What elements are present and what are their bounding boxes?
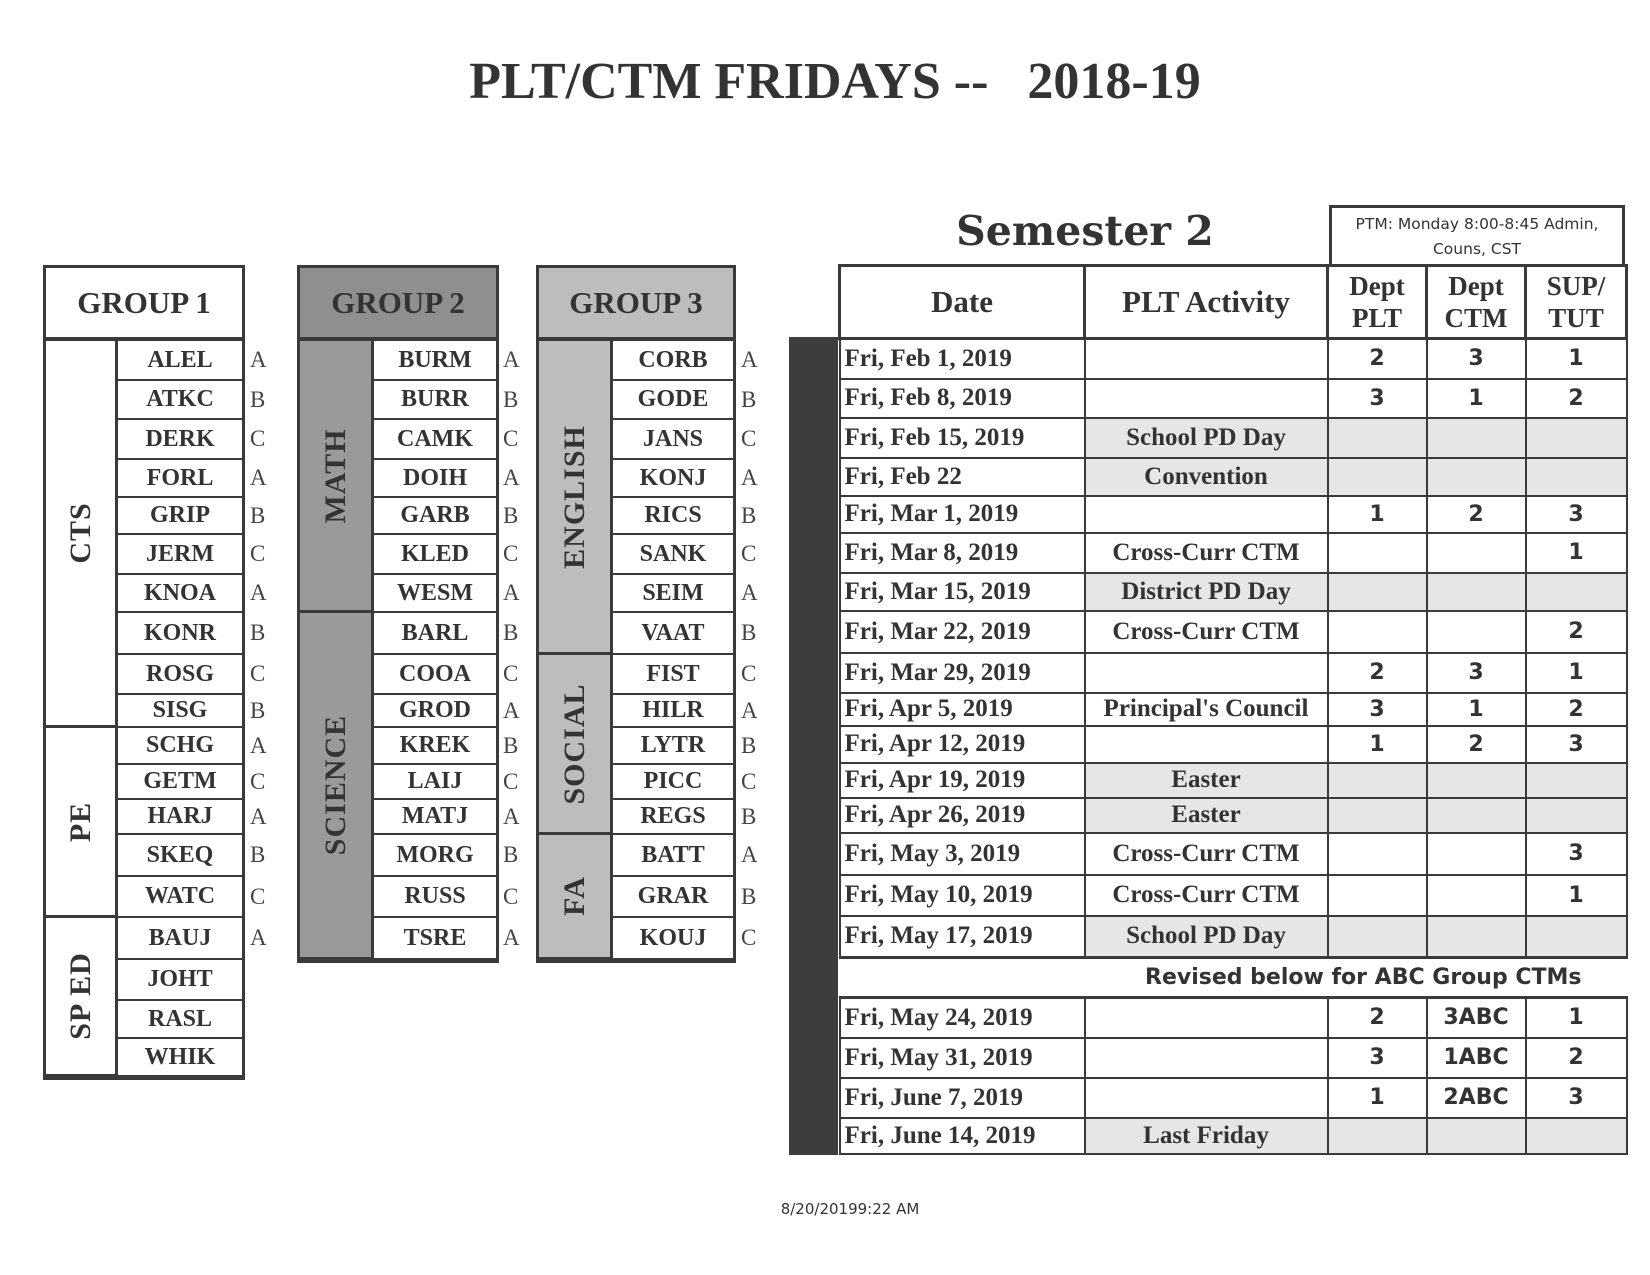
dept-ctm-cell: 1 (1427, 693, 1526, 726)
sup-tut-cell (1526, 458, 1627, 496)
dept-plt-cell: 2 (1328, 998, 1427, 1038)
dept-plt-cell (1328, 573, 1427, 611)
abc-group-letter: C (250, 426, 266, 451)
date-cell: Fri, Mar 22, 2019 (840, 611, 1085, 653)
activity-cell (1085, 726, 1328, 763)
header-sup-tut-line1: SUP/ (1546, 271, 1606, 301)
schedule-row (840, 726, 1627, 763)
date-cell: Fri, May 10, 2019 (840, 875, 1085, 916)
staff-code: GRIP (118, 498, 242, 535)
dark-side-bar (789, 337, 838, 1155)
department-pe (46, 728, 118, 918)
staff-code: BATT (613, 835, 733, 877)
dept-ctm-cell: 3ABC (1427, 998, 1526, 1038)
date-cell: Fri, Mar 29, 2019 (840, 653, 1085, 693)
schedule-row (840, 998, 1627, 1038)
abc-group-letter: C (741, 426, 757, 451)
staff-code: JOHT (118, 960, 242, 1001)
date-cell: Fri, June 7, 2019 (840, 1078, 1085, 1118)
staff-code: KNOA (118, 575, 242, 613)
staff-code: DOIH (374, 460, 496, 498)
activity-cell: School PD Day (1085, 418, 1328, 458)
abc-group-letter: B (741, 803, 757, 829)
activity-cell: District PD Day (1085, 573, 1328, 611)
activity-cell: Cross-Curr CTM (1085, 611, 1328, 653)
header-date: Date (840, 266, 1085, 339)
staff-code: KLED (374, 535, 496, 575)
staff-code: MORG (374, 835, 496, 877)
abc-group-letter: C (741, 661, 757, 686)
date-cell: Fri, Apr 19, 2019 (840, 763, 1085, 798)
group-table-2 (297, 265, 499, 963)
schedule-row (840, 833, 1627, 875)
staff-code: GETM (118, 765, 242, 800)
staff-code: HILR (613, 695, 733, 728)
staff-code: GRAR (613, 877, 733, 918)
abc-group-letter: B (250, 842, 266, 867)
date-cell: Fri, May 3, 2019 (840, 833, 1085, 875)
schedule-table-container (838, 264, 1625, 1155)
sup-tut-cell: 1 (1526, 533, 1627, 573)
staff-code: COOA (374, 655, 496, 695)
header-dept-plt (1328, 266, 1427, 339)
abc-group-letter: A (503, 347, 520, 372)
dept-ctm-cell: 3 (1427, 339, 1526, 379)
abc-group-letter: A (250, 925, 267, 950)
activity-cell: Easter (1085, 798, 1328, 833)
page-title: PLT/CTM FRIDAYS -- 2018-19 (469, 53, 1201, 110)
dept-plt-cell (1328, 763, 1427, 798)
group-header: GROUP 2 (300, 268, 496, 341)
header-dept-ctm-line1: Dept (1448, 271, 1504, 301)
staff-code: PICC (613, 765, 733, 800)
department-label: SCIENCE (318, 714, 352, 856)
activity-cell: Last Friday (1085, 1118, 1328, 1154)
dept-plt-cell: 1 (1328, 496, 1427, 533)
dept-plt-cell (1328, 458, 1427, 496)
schedule-row (840, 458, 1627, 496)
ptm-note-line1: PTM: Monday 8:00-8:45 Admin, (1355, 215, 1599, 233)
staff-code: BURR (374, 381, 496, 420)
abc-group-letter: B (250, 697, 266, 723)
abc-group-letter: A (250, 347, 267, 372)
sup-tut-cell: 1 (1526, 339, 1627, 379)
activity-cell (1085, 653, 1328, 693)
schedule-row (840, 496, 1627, 533)
staff-code: BARL (374, 613, 496, 655)
activity-cell (1085, 339, 1328, 379)
group-header: GROUP 3 (539, 268, 733, 341)
date-cell: Fri, May 17, 2019 (840, 916, 1085, 958)
dept-plt-cell (1328, 418, 1427, 458)
schedule-row (840, 611, 1627, 653)
abc-group-letter: A (741, 697, 758, 723)
staff-code: JANS (613, 420, 733, 460)
staff-code: ROSG (118, 655, 242, 695)
schedule-row (840, 693, 1627, 726)
staff-code: RUSS (374, 877, 496, 918)
date-cell: Fri, June 14, 2019 (840, 1118, 1085, 1154)
dept-plt-cell (1328, 798, 1427, 833)
date-cell: Fri, Apr 12, 2019 (840, 726, 1085, 763)
dept-plt-cell (1328, 533, 1427, 573)
dept-ctm-cell (1427, 916, 1526, 958)
header-sup-tut (1526, 266, 1627, 339)
abc-group-letter: A (250, 732, 267, 758)
activity-cell: Cross-Curr CTM (1085, 533, 1328, 573)
sup-tut-cell (1526, 763, 1627, 798)
sup-tut-cell: 3 (1526, 726, 1627, 763)
revised-note-row (840, 958, 1627, 998)
sup-tut-cell (1526, 916, 1627, 958)
abc-group-letter: A (503, 925, 520, 950)
header-dept-plt-line2: PLT (1351, 303, 1403, 333)
abc-group-letter: C (741, 925, 757, 950)
sup-tut-cell: 1 (1526, 653, 1627, 693)
dept-plt-cell: 3 (1328, 693, 1427, 726)
abc-group-letter: B (741, 386, 757, 412)
abc-group-letter: A (741, 465, 758, 490)
abc-group-letter: C (250, 768, 266, 794)
date-cell: Fri, Feb 8, 2019 (840, 379, 1085, 418)
staff-code: SEIM (613, 575, 733, 613)
staff-code: SCHG (118, 728, 242, 765)
dept-plt-cell: 3 (1328, 379, 1427, 418)
dept-ctm-cell (1427, 458, 1526, 496)
abc-group-letter: B (741, 883, 757, 909)
staff-code: HARJ (118, 800, 242, 835)
staff-code: RICS (613, 498, 733, 535)
sup-tut-cell: 2 (1526, 611, 1627, 653)
abc-group-letter: A (503, 580, 520, 605)
header-dept-ctm (1427, 266, 1526, 339)
staff-code: KREK (374, 728, 496, 765)
activity-cell: Cross-Curr CTM (1085, 833, 1328, 875)
sup-tut-cell (1526, 1118, 1627, 1154)
staff-code: ATKC (118, 381, 242, 420)
schedule-row (840, 916, 1627, 958)
print-timestamp: 8/20/20199:22 AM (780, 1200, 920, 1218)
schedule-row (840, 798, 1627, 833)
department-cts (46, 341, 118, 728)
dept-ctm-cell: 3 (1427, 653, 1526, 693)
abc-group-letter: B (503, 732, 519, 758)
abc-group-letter: B (250, 620, 266, 645)
date-cell: Fri, May 24, 2019 (840, 998, 1085, 1038)
staff-code: ALEL (118, 341, 242, 381)
abc-group-letter: B (741, 732, 757, 758)
sup-tut-cell: 1 (1526, 998, 1627, 1038)
abc-group-letter: C (503, 768, 519, 794)
schedule-row (840, 573, 1627, 611)
staff-code: GARB (374, 498, 496, 535)
abc-group-letter: C (503, 661, 519, 686)
abc-group-letter: B (250, 502, 266, 528)
dept-ctm-cell (1427, 833, 1526, 875)
abc-group-letter: B (741, 502, 757, 528)
activity-cell: School PD Day (1085, 916, 1328, 958)
schedule-row (840, 418, 1627, 458)
dept-ctm-cell (1427, 875, 1526, 916)
schedule-row (840, 1118, 1627, 1154)
department-social (539, 655, 613, 835)
dept-ctm-cell (1427, 763, 1526, 798)
staff-code: FIST (613, 655, 733, 695)
department-science (300, 613, 374, 960)
date-cell: Fri, Feb 1, 2019 (840, 339, 1085, 379)
abc-group-letter: A (250, 803, 267, 829)
sup-tut-cell (1526, 573, 1627, 611)
sup-tut-cell: 2 (1526, 379, 1627, 418)
staff-code: SISG (118, 695, 242, 728)
dept-plt-cell: 2 (1328, 339, 1427, 379)
dept-ctm-cell: 2 (1427, 726, 1526, 763)
header-dept-ctm-line2: CTM (1444, 303, 1508, 333)
dept-plt-cell (1328, 1118, 1427, 1154)
abc-group-letter: A (503, 803, 520, 829)
abc-group-letter: B (503, 620, 519, 645)
department-math (300, 341, 374, 613)
date-cell: Fri, Apr 5, 2019 (840, 693, 1085, 726)
dept-ctm-cell (1427, 418, 1526, 458)
date-cell: Fri, Mar 1, 2019 (840, 496, 1085, 533)
staff-code: LAIJ (374, 765, 496, 800)
sup-tut-cell: 3 (1526, 496, 1627, 533)
staff-code: MATJ (374, 800, 496, 835)
abc-group-letter: C (250, 661, 266, 686)
header-dept-plt-line1: Dept (1349, 271, 1405, 301)
abc-group-letter: A (250, 580, 267, 605)
staff-code: WATC (118, 877, 242, 918)
abc-group-letter: C (250, 883, 266, 909)
dept-plt-cell: 1 (1328, 1078, 1427, 1118)
dept-ctm-cell: 2ABC (1427, 1078, 1526, 1118)
sup-tut-cell (1526, 798, 1627, 833)
staff-code: RASL (118, 1001, 242, 1039)
sup-tut-cell: 2 (1526, 693, 1627, 726)
schedule-row (840, 1038, 1627, 1078)
group-header: GROUP 1 (46, 268, 242, 341)
schedule-header-row (840, 266, 1627, 339)
dept-plt-cell (1328, 875, 1427, 916)
abc-group-letter: C (741, 768, 757, 794)
dept-plt-cell (1328, 833, 1427, 875)
staff-code: CORB (613, 341, 733, 381)
staff-code: REGS (613, 800, 733, 835)
schedule-row (840, 1078, 1627, 1118)
dept-plt-cell: 2 (1328, 653, 1427, 693)
staff-code: TSRE (374, 918, 496, 960)
abc-group-letter: A (503, 697, 520, 723)
staff-code: GODE (613, 381, 733, 420)
activity-cell (1085, 1038, 1328, 1078)
header-sup-tut-line2: TUT (1548, 303, 1604, 333)
abc-group-letter: C (503, 541, 519, 566)
schedule-row (840, 763, 1627, 798)
dept-ctm-cell: 2 (1427, 496, 1526, 533)
dept-ctm-cell: 1 (1427, 379, 1526, 418)
dept-ctm-cell: 1ABC (1427, 1038, 1526, 1078)
staff-code: WESM (374, 575, 496, 613)
department-label: ENGLISH (557, 424, 591, 569)
staff-code: GROD (374, 695, 496, 728)
abc-group-letter: B (250, 386, 266, 412)
schedule-row (840, 653, 1627, 693)
abc-group-letter: A (741, 842, 758, 867)
abc-group-letter: B (503, 842, 519, 867)
department-label: MATH (318, 427, 352, 524)
sup-tut-cell (1526, 418, 1627, 458)
semester-title: Semester 2 (956, 207, 1214, 255)
schedule-row (840, 339, 1627, 379)
sup-tut-cell: 2 (1526, 1038, 1627, 1078)
ptm-note-line2: Couns, CST (1432, 240, 1521, 258)
department-label: SP ED (63, 952, 97, 1040)
schedule-body (840, 339, 1627, 1154)
abc-group-letter: C (250, 541, 266, 566)
activity-cell: Cross-Curr CTM (1085, 875, 1328, 916)
dept-ctm-cell (1427, 533, 1526, 573)
staff-code: JERM (118, 535, 242, 575)
dept-ctm-cell (1427, 1118, 1526, 1154)
date-cell: Fri, Feb 15, 2019 (840, 418, 1085, 458)
schedule-row (840, 533, 1627, 573)
abc-group-letter: A (741, 347, 758, 372)
department-english (539, 341, 613, 655)
group-table-3 (536, 265, 736, 963)
sup-tut-cell: 1 (1526, 875, 1627, 916)
activity-cell: Easter (1085, 763, 1328, 798)
abc-group-letter: A (503, 465, 520, 490)
activity-cell (1085, 496, 1328, 533)
schedule-row (840, 875, 1627, 916)
activity-cell: Convention (1085, 458, 1328, 496)
abc-group-letter: B (503, 502, 519, 528)
schedule-row (840, 379, 1627, 418)
department-sp-ed (46, 918, 118, 1077)
staff-code: SANK (613, 535, 733, 575)
abc-group-letter: A (250, 465, 267, 490)
staff-code: DERK (118, 420, 242, 460)
staff-code: SKEQ (118, 835, 242, 877)
staff-code: FORL (118, 460, 242, 498)
dept-plt-cell: 3 (1328, 1038, 1427, 1078)
department-label: FA (557, 876, 591, 916)
dept-ctm-cell (1427, 798, 1526, 833)
revised-note: Revised below for ABC Group CTMs (840, 958, 1627, 998)
activity-cell (1085, 998, 1328, 1038)
staff-code: CAMK (374, 420, 496, 460)
group-table-1 (43, 265, 245, 1080)
department-label: SOCIAL (557, 682, 591, 805)
sup-tut-cell: 3 (1526, 1078, 1627, 1118)
staff-code: KONR (118, 613, 242, 655)
staff-code: BURM (374, 341, 496, 381)
abc-group-letter: C (741, 541, 757, 566)
dept-plt-cell (1328, 611, 1427, 653)
date-cell: Fri, May 31, 2019 (840, 1038, 1085, 1078)
department-label: PE (63, 801, 97, 842)
activity-cell (1085, 1078, 1328, 1118)
schedule-table (838, 264, 1628, 1155)
date-cell: Fri, Apr 26, 2019 (840, 798, 1085, 833)
date-cell: Fri, Mar 8, 2019 (840, 533, 1085, 573)
abc-group-letter: B (503, 386, 519, 412)
date-cell: Fri, Feb 22 (840, 458, 1085, 496)
staff-code: KONJ (613, 460, 733, 498)
staff-code: VAAT (613, 613, 733, 655)
dept-ctm-cell (1427, 611, 1526, 653)
department-fa (539, 835, 613, 960)
dept-ctm-cell (1427, 573, 1526, 611)
abc-group-letter: C (503, 883, 519, 909)
staff-code: BAUJ (118, 918, 242, 960)
sup-tut-cell: 3 (1526, 833, 1627, 875)
abc-group-letter: A (741, 580, 758, 605)
date-cell: Fri, Mar 15, 2019 (840, 573, 1085, 611)
staff-code: LYTR (613, 728, 733, 765)
abc-group-letter: C (503, 426, 519, 451)
staff-code: WHIK (118, 1039, 242, 1077)
activity-cell: Principal's Council (1085, 693, 1328, 726)
activity-cell (1085, 379, 1328, 418)
department-label: CTS (63, 502, 97, 564)
header-activity: PLT Activity (1085, 266, 1328, 339)
dept-plt-cell: 1 (1328, 726, 1427, 763)
abc-group-letter: B (741, 620, 757, 645)
dept-plt-cell (1328, 916, 1427, 958)
staff-code: KOUJ (613, 918, 733, 960)
ptm-note (1329, 205, 1625, 265)
